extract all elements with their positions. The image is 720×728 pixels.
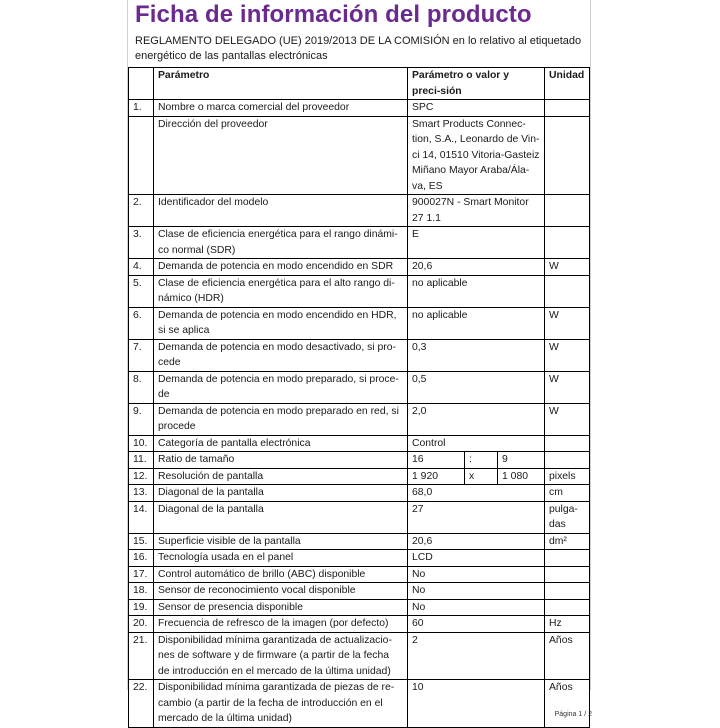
table-row <box>129 452 590 469</box>
row-number: 13. <box>129 485 154 502</box>
row-number: 5. <box>129 275 154 307</box>
row-value: 27 <box>408 501 545 533</box>
table-row <box>129 468 590 485</box>
row-parameter: Demanda de potencia en modo encendido en HDR, si se aplica <box>154 307 408 339</box>
row-value: 900027N - Smart Monitor 27 1.1 <box>408 195 545 227</box>
value-part-a: 1 920 <box>408 469 465 485</box>
row-parameter: Ratio de tamaño <box>154 452 408 469</box>
table-row <box>129 501 590 533</box>
table-row <box>129 371 590 403</box>
row-number: 19. <box>129 599 154 616</box>
row-unit: W <box>545 371 590 403</box>
table-row <box>129 307 590 339</box>
header-value: Parámetro o valor y preci-sión <box>408 68 545 100</box>
row-value: 20,6 <box>408 259 545 276</box>
row-parameter: Dirección del proveedor <box>154 116 408 195</box>
row-parameter: Demanda de potencia en modo preparado, si proce-de <box>154 371 408 403</box>
row-unit <box>545 566 590 583</box>
regulation-text: REGLAMENTO DELEGADO (UE) 2019/2013 DE LA COMISIÓN en lo relativo al etiquetado energético de las pantallas electrónicas <box>135 35 582 62</box>
row-parameter: Frecuencia de refresco de la imagen (por defecto) <box>154 616 408 633</box>
row-number <box>129 116 154 195</box>
row-parameter: Superficie visible de la pantalla <box>154 533 408 550</box>
row-number: 3. <box>129 227 154 259</box>
split-value <box>408 469 544 485</box>
table-row <box>129 533 590 550</box>
row-unit <box>545 599 590 616</box>
row-parameter: Disponibilidad mínima garantizada de actualizacio-nes de software y de firmware (a partir de la fecha de introducción en el mercado de la última unidad) <box>154 632 408 680</box>
product-spec-table <box>128 67 590 728</box>
row-parameter: Sensor de reconocimiento vocal disponible <box>154 583 408 600</box>
row-number: 21. <box>129 632 154 680</box>
row-unit <box>545 275 590 307</box>
table-row <box>129 485 590 502</box>
row-value: 2 <box>408 632 545 680</box>
row-number: 1. <box>129 100 154 117</box>
row-number: 12. <box>129 468 154 485</box>
row-parameter: Identificador del modelo <box>154 195 408 227</box>
table-row <box>129 632 590 680</box>
row-parameter: Clase de eficiencia energética para el rango dinámi-co normal (SDR) <box>154 227 408 259</box>
row-number: 2. <box>129 195 154 227</box>
row-unit: Años <box>545 680 590 728</box>
row-number: 4. <box>129 259 154 276</box>
row-parameter: Diagonal de la pantalla <box>154 485 408 502</box>
row-number: 20. <box>129 616 154 633</box>
row-unit: W <box>545 403 590 435</box>
row-value: 10 <box>408 680 545 728</box>
row-number: 16. <box>129 550 154 567</box>
row-value: No <box>408 583 545 600</box>
row-unit <box>545 550 590 567</box>
row-value: 0,5 <box>408 371 545 403</box>
row-number: 18. <box>129 583 154 600</box>
row-number: 14. <box>129 501 154 533</box>
row-value: LCD <box>408 550 545 567</box>
row-unit: Años <box>545 632 590 680</box>
row-parameter: Nombre o marca comercial del proveedor <box>154 100 408 117</box>
row-parameter: Categoría de pantalla electrónica <box>154 435 408 452</box>
row-value: No <box>408 566 545 583</box>
table-row <box>129 616 590 633</box>
table-row <box>129 100 590 117</box>
row-unit <box>545 195 590 227</box>
row-parameter: Disponibilidad mínima garantizada de piezas de re-cambio (a partir de la fecha de introducción en el mercado de la última unidad) <box>154 680 408 728</box>
row-number: 15. <box>129 533 154 550</box>
row-unit <box>545 100 590 117</box>
row-parameter: Tecnología usada en el panel <box>154 550 408 567</box>
value-part-a: 16 <box>408 452 465 468</box>
row-value: no aplicable <box>408 307 545 339</box>
table-row <box>129 566 590 583</box>
table-header-row <box>129 68 590 100</box>
header-unit: Unidad <box>545 68 590 100</box>
row-unit: W <box>545 339 590 371</box>
row-number: 9. <box>129 403 154 435</box>
row-parameter: Control automático de brillo (ABC) disponible <box>154 566 408 583</box>
row-unit <box>545 227 590 259</box>
row-unit: pulga-das <box>545 501 590 533</box>
page-border-right <box>590 0 591 690</box>
row-number: 22. <box>129 680 154 728</box>
row-value: No <box>408 599 545 616</box>
table-row <box>129 259 590 276</box>
table-row <box>129 339 590 371</box>
value-part-b: 1 080 <box>502 470 529 482</box>
value-separator: : <box>465 452 498 468</box>
row-number: 8. <box>129 371 154 403</box>
row-unit: dm² <box>545 533 590 550</box>
row-unit: Hz <box>545 616 590 633</box>
table-row <box>129 599 590 616</box>
table-row <box>129 275 590 307</box>
table-row <box>129 227 590 259</box>
row-unit: cm <box>545 485 590 502</box>
row-unit <box>545 452 590 469</box>
row-value: 60 <box>408 616 545 633</box>
row-parameter: Demanda de potencia en modo preparado en red, si procede <box>154 403 408 435</box>
table-row <box>129 435 590 452</box>
table-row <box>129 195 590 227</box>
table-row <box>129 550 590 567</box>
row-value: 2,0 <box>408 403 545 435</box>
value-part-b: 9 <box>502 454 508 465</box>
table-row <box>129 403 590 435</box>
row-unit: W <box>545 259 590 276</box>
header-number <box>129 68 154 100</box>
row-parameter: Diagonal de la pantalla <box>154 501 408 533</box>
row-parameter: Demanda de potencia en modo encendido en SDR <box>154 259 408 276</box>
row-value: no aplicable <box>408 275 545 307</box>
row-value: SPC <box>408 100 545 117</box>
row-value <box>408 452 545 469</box>
page-number: Página 1 / 2 <box>554 711 592 718</box>
row-parameter: Clase de eficiencia energética para el alto rango di-námico (HDR) <box>154 275 408 307</box>
row-parameter: Resolución de pantalla <box>154 468 408 485</box>
table-body <box>129 100 590 728</box>
row-number: 7. <box>129 339 154 371</box>
row-value: E <box>408 227 545 259</box>
row-value: Smart Products Connec-tion, S.A., Leonardo de Vin-ci 14, 01510 Vitoria-Gasteiz Miñano Mayor Araba/Ála-va, ES <box>408 116 545 195</box>
row-unit <box>545 583 590 600</box>
row-number: 17. <box>129 566 154 583</box>
table-row <box>129 583 590 600</box>
split-value <box>408 452 544 468</box>
row-parameter: Sensor de presencia disponible <box>154 599 408 616</box>
table-row <box>129 116 590 195</box>
row-value: 20,6 <box>408 533 545 550</box>
row-number: 11. <box>129 452 154 469</box>
row-unit: pixels <box>545 468 590 485</box>
row-value <box>408 468 545 485</box>
row-parameter: Demanda de potencia en modo desactivado, si pro-cede <box>154 339 408 371</box>
row-number: 6. <box>129 307 154 339</box>
row-unit <box>545 435 590 452</box>
row-value: Control <box>408 435 545 452</box>
header-parameter: Parámetro <box>154 68 408 100</box>
row-value: 0,3 <box>408 339 545 371</box>
row-value: 68,0 <box>408 485 545 502</box>
row-unit <box>545 116 590 195</box>
row-unit: W <box>545 307 590 339</box>
row-number: 10. <box>129 435 154 452</box>
value-separator: x <box>465 469 498 485</box>
page-title: Ficha de información del producto <box>135 1 532 28</box>
